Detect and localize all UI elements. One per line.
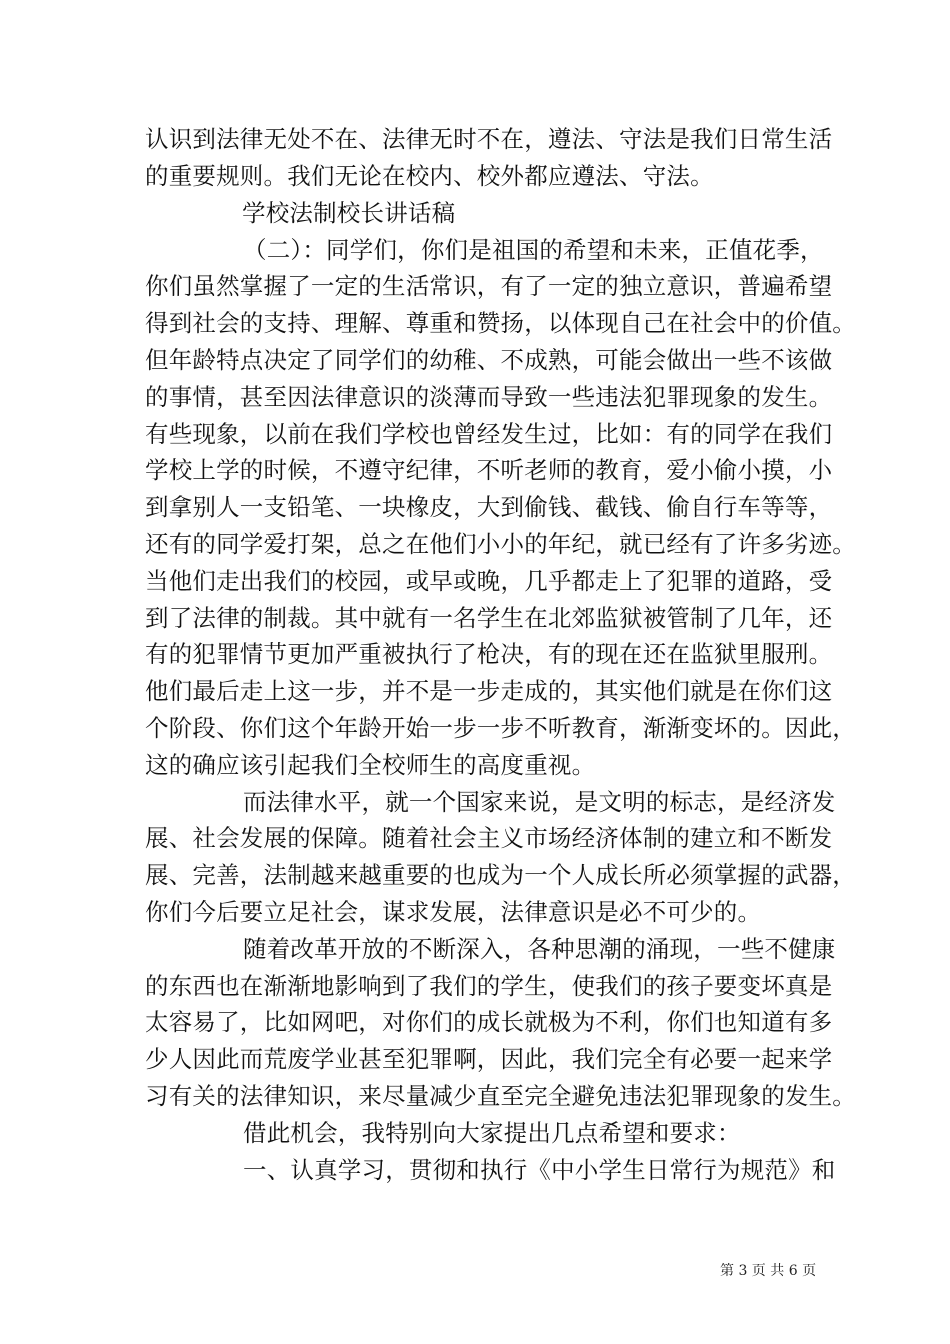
text-line: 到拿别人一支铅笔、一块橡皮，大到偷钱、截钱、偷自行车等等， <box>145 493 833 521</box>
text-line: 学校上学的时候，不遵守纪律，不听老师的教育，爱小偷小摸，小 <box>145 456 833 484</box>
page-number: 第 3 页 共 6 页 <box>720 1263 817 1279</box>
text-line: 的重要规则。我们无论在校内、校外都应遵法、守法。 <box>145 162 714 190</box>
text-line: 得到社会的支持、理解、尊重和赞扬，以体现自己在社会中的价值。 <box>145 309 856 337</box>
text-line: 展、社会发展的保障。随着社会主义市场经济体制的建立和不断发 <box>145 824 833 852</box>
text-line: 你们虽然掌握了一定的生活常识，有了一定的独立意识，普遍希望 <box>145 272 833 300</box>
text-line: 随着改革开放的不断深入，各种思潮的涌现，一些不健康 <box>243 935 836 963</box>
text-line: 到了法律的制裁。其中就有一名学生在北郊监狱被管制了几年，还 <box>145 604 833 632</box>
text-line: 还有的同学爱打架，总之在他们小小的年纪，就已经有了许多劣迹。 <box>145 530 856 558</box>
text-line: 的东西也在渐渐地影响到了我们的学生，使我们的孩子要变坏真是 <box>145 972 833 1000</box>
text-line: 少人因此而荒废学业甚至犯罪啊，因此，我们完全有必要一起来学 <box>145 1045 833 1073</box>
text-line: 太容易了，比如网吧，对你们的成长就极为不利，你们也知道有多 <box>145 1008 833 1036</box>
text-line: 展、完善，法制越来越重要的也成为一个人成长所必须掌握的武器， <box>145 861 856 889</box>
text-line: （二）：同学们，你们是祖国的希望和未来，正值花季， <box>243 236 824 264</box>
text-line: 一、认真学习，贯彻和执行《中小学生日常行为规范》和 <box>243 1156 836 1184</box>
text-line: 当他们走出我们的校园，或早或晚，几乎都走上了犯罪的道路，受 <box>145 567 833 595</box>
text-line: 认识到法律无处不在、法律无时不在，遵法、守法是我们日常生活 <box>145 125 833 153</box>
text-line: 但年龄特点决定了同学们的幼稚、不成熟，可能会做出一些不该做 <box>145 346 833 374</box>
text-line: 借此机会，我特别向大家提出几点希望和要求： <box>243 1119 741 1147</box>
text-line: 而法律水平，就一个国家来说，是文明的标志，是经济发 <box>243 788 836 816</box>
text-line: 这的确应该引起我们全校师生的高度重视。 <box>145 751 596 779</box>
text-line: 有些现象，以前在我们学校也曾经发生过，比如：有的同学在我们 <box>145 420 833 448</box>
text-line: 他们最后走上这一步，并不是一步走成的，其实他们就是在你们这 <box>145 677 833 705</box>
text-line: 你们今后要立足社会，谋求发展，法律意识是必不可少的。 <box>145 898 762 926</box>
text-line: 习有关的法律知识，来尽量减少直至完全避免违法犯罪现象的发生。 <box>145 1082 856 1110</box>
text-line: 有的犯罪情节更加严重被执行了枪决，有的现在还在监狱里服刑。 <box>145 640 833 668</box>
text-line: 的事情，甚至因法律意识的淡薄而导致一些违法犯罪现象的发生。 <box>145 383 833 411</box>
section-heading: 学校法制校长讲话稿 <box>242 199 456 227</box>
text-line: 个阶段、你们这个年龄开始一步一步不听教育，渐渐变坏的。因此， <box>145 714 856 742</box>
